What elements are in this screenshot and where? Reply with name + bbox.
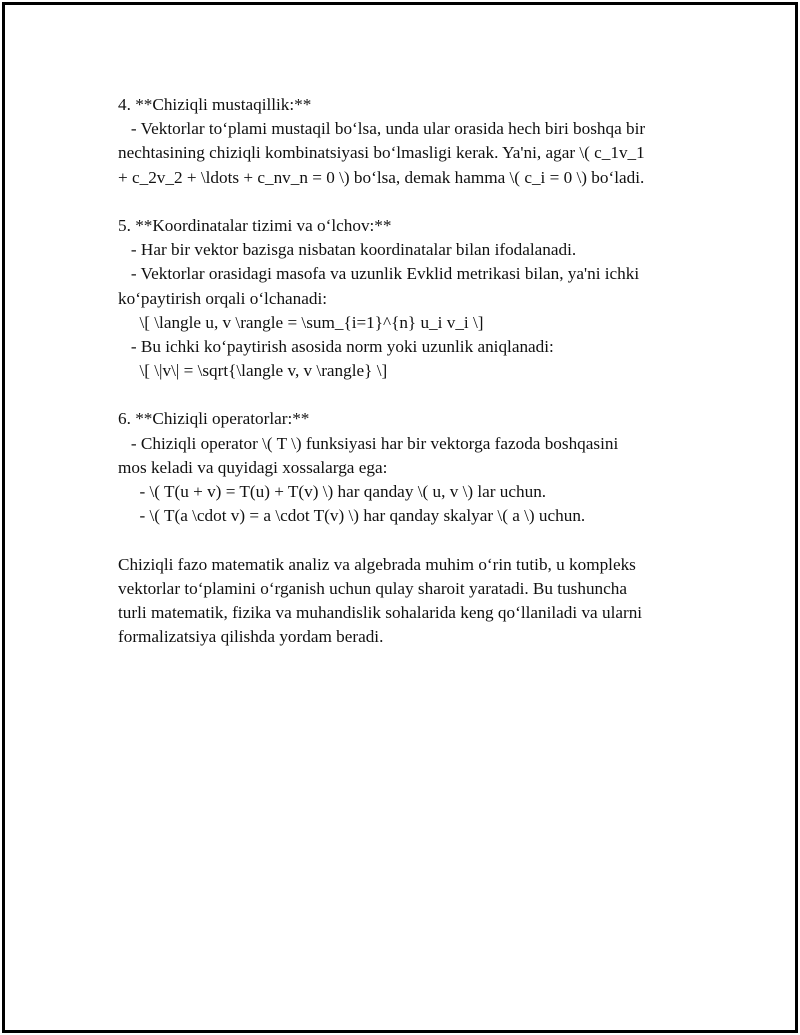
formula-line: \[ \langle u, v \rangle = \sum_{i=1}^{n} u_i v_i \] [118,312,484,332]
paragraph-line: - Vektorlar orasidagi masofa va uzunlik Evklid metrikasi bilan, ya'ni ichki [118,264,640,284]
conclusion-paragraph [118,553,708,650]
list-item: - \( T(u + v) = T(u) + T(v) \) har qanday \( u, v \) lar uchun. [118,482,547,501]
formula-line: \[ \|v\| = \sqrt{\langle v, v \rangle} \] [118,361,388,381]
document-body [118,93,708,649]
section-heading: 4. **Chiziqli mustaqillik:** [118,95,312,114]
section-linear-operators [118,407,708,528]
paragraph-line: formalizatsiya qilishda yordam beradi. [118,627,384,647]
section-coordinate-system [118,214,708,383]
paragraph-line: - Bu ichki ko‘paytirish asosida norm yoki uzunlik aniqlanadi: [118,336,554,356]
paragraph-line: vektorlar to‘plamini o‘rganish uchun qulay sharoit yaratadi. Bu tushuncha [118,578,627,598]
list-item: - \( T(a \cdot v) = a \cdot T(v) \) har qanday skalyar \( a \) uchun. [118,506,586,526]
section-spacer [118,528,708,552]
section-linear-independence [118,93,708,190]
paragraph-line: + c_2v_2 + \ldots + c_nv_n = 0 \) bo‘lsa, demak hamma \( c_i = 0 \) bo‘ladi. [118,167,645,187]
paragraph-line: mos keladi va quyidagi xossalarga ega: [118,457,388,477]
paragraph-line: turli matematik, fizika va muhandislik sohalarida keng qo‘llaniladi va ularni [118,602,643,622]
section-spacer [118,190,708,214]
paragraph-line: nechtasining chiziqli kombinatsiyasi bo‘lmasligi kerak. Ya'ni, agar \( c_1v_1 [118,143,645,163]
paragraph-line: Chiziqli fazo matematik analiz va algebrada muhim o‘rin tutib, u kompleks [118,554,636,574]
section-heading: 6. **Chiziqli operatorlar:** [118,409,310,429]
paragraph-line: - Chiziqli operator \( T \) funksiyasi har bir vektorga fazoda boshqasini [118,433,619,453]
section-spacer [118,383,708,407]
paragraph-line: - Har bir vektor bazisga nisbatan koordinatalar bilan ifodalanadi. [118,240,577,260]
section-heading: 5. **Koordinatalar tizimi va o‘lchov:** [118,215,392,235]
paragraph-line: ko‘paytirish orqali o‘lchanadi: [118,288,328,308]
paragraph-line: - Vektorlar to‘plami mustaqil bo‘lsa, unda ular orasida hech biri boshqa bir [118,119,646,139]
